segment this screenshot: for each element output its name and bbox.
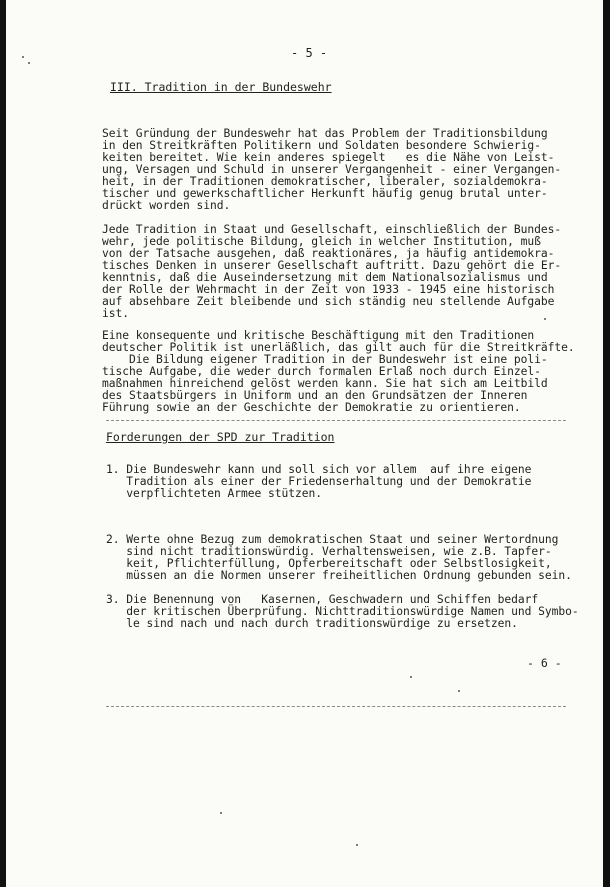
- paragraph-line: kenntnis, daß die Auseindersetzung mit dem Nationalsozialismus und: [102, 271, 548, 284]
- demand-line: Tradition als einer der Friedenserhaltung und der Demokratie: [106, 475, 532, 488]
- document-page: [6, 0, 603, 887]
- paragraph-line: des Staatsbürgers in Uniform und an den Grundsätzen der Inneren: [102, 389, 528, 402]
- scan-speck: [458, 690, 460, 692]
- dashed-separator: [106, 420, 566, 421]
- paragraph-line: von der Tatsache ausgehen, daß reaktionäres, ja häufig antidemokra-: [102, 247, 555, 260]
- demand-line: 2. Werte ohne Bezug zum demokratischen Staat und seiner Wertordnung: [106, 533, 559, 546]
- dashed-separator: [106, 706, 566, 707]
- demand-line: müssen an die Normen unserer freiheitlichen Ordnung gebunden sein.: [106, 569, 572, 582]
- demand-line: le sind nach und nach durch traditionswürdige zu ersetzen.: [106, 617, 518, 630]
- next-page-marker: - 6 -: [527, 656, 562, 670]
- page-number: - 5 -: [291, 46, 328, 60]
- paragraph-line: keiten bereitet. Wie kein anderes spiegelt es die Nähe von Leist-: [102, 151, 555, 164]
- demand-line: 3. Die Benennung von Kasernen, Geschwadern und Schiffen bedarf: [106, 593, 539, 606]
- paragraph-line: tische Aufgabe, die weder durch formalen Erlaß noch durch Einzel-: [102, 365, 541, 378]
- paragraph-line: deutscher Politik ist unerläßlich, das gilt auch für die Streitkräfte.: [102, 341, 575, 354]
- demand-line: sind nicht traditionswürdig. Verhaltensweisen, wie z.B. Tapfer-: [106, 545, 552, 558]
- paragraph-line: auf absehbare Zeit bleibende und sich ständig neu stellende Aufgabe: [102, 295, 555, 308]
- paragraph-line: Die Bildung eigener Tradition in der Bundeswehr ist eine poli-: [102, 353, 548, 366]
- paragraph-line: maßnahmen hinreichend gelöst werden kann. Sie hat sich am Leitbild: [102, 377, 548, 390]
- paragraph-line: wehr, jede politische Bildung, gleich in welcher Institution, muß: [102, 235, 541, 248]
- scan-speck: [410, 676, 412, 678]
- paragraph-line: Eine konsequente und kritische Beschäftigung mit den Traditionen: [102, 329, 535, 342]
- paragraph-line: heit, in der Traditionen demokratischer, liberaler, sozialdemokra-: [102, 175, 548, 188]
- scan-right-edge: [603, 0, 610, 887]
- scan-speck: [28, 62, 30, 64]
- paragraph-line: Seit Gründung der Bundeswehr hat das Problem der Traditionsbildung: [102, 127, 548, 140]
- paragraph-line: Jede Tradition in Staat und Gesellschaft, einschließlich der Bundes-: [102, 223, 562, 236]
- scan-speck: [22, 56, 24, 58]
- demand-line: keit, Pflichterfüllung, Opferbereitschaft oder Selbstlosigkeit,: [106, 557, 552, 570]
- paragraph-line: ung, Versagen und Schuld in unserer Vergangenheit - einer Vergangen-: [102, 163, 562, 176]
- paragraph-line: tisches Denken in unserer Gesellschaft auftritt. Dazu gehört die Er-: [102, 259, 562, 272]
- section-title: III. Tradition in der Bundeswehr: [110, 80, 332, 94]
- scan-speck: [220, 812, 222, 814]
- paragraph-line: Führung sowie an der Geschichte der Demokratie zu orientieren.: [102, 401, 521, 414]
- demand-line: verpflichteten Armee stützen.: [106, 487, 323, 500]
- paragraph-line: ist.: [102, 307, 130, 320]
- demand-line: der kritischen Überprüfung. Nichttraditionswürdige Namen und Symbo-: [106, 605, 579, 618]
- scan-speck: [356, 844, 358, 846]
- scan-speck: [544, 318, 546, 320]
- paragraph-line: tischer und gewerkschaftlicher Herkunft häufig genug brutal unter-: [102, 187, 548, 200]
- paragraph-line: der Rolle der Wehrmacht in der Zeit von 1933 - 1945 eine historisch: [102, 283, 555, 296]
- paragraph-line: drückt worden sind.: [102, 199, 231, 212]
- paragraph-line: in den Streitkräften Politikern und Soldaten besondere Schwierig-: [102, 139, 541, 152]
- demand-line: 1. Die Bundeswehr kann und soll sich vor allem auf ihre eigene: [106, 463, 532, 476]
- demands-title: Forderungen der SPD zur Tradition: [106, 430, 335, 444]
